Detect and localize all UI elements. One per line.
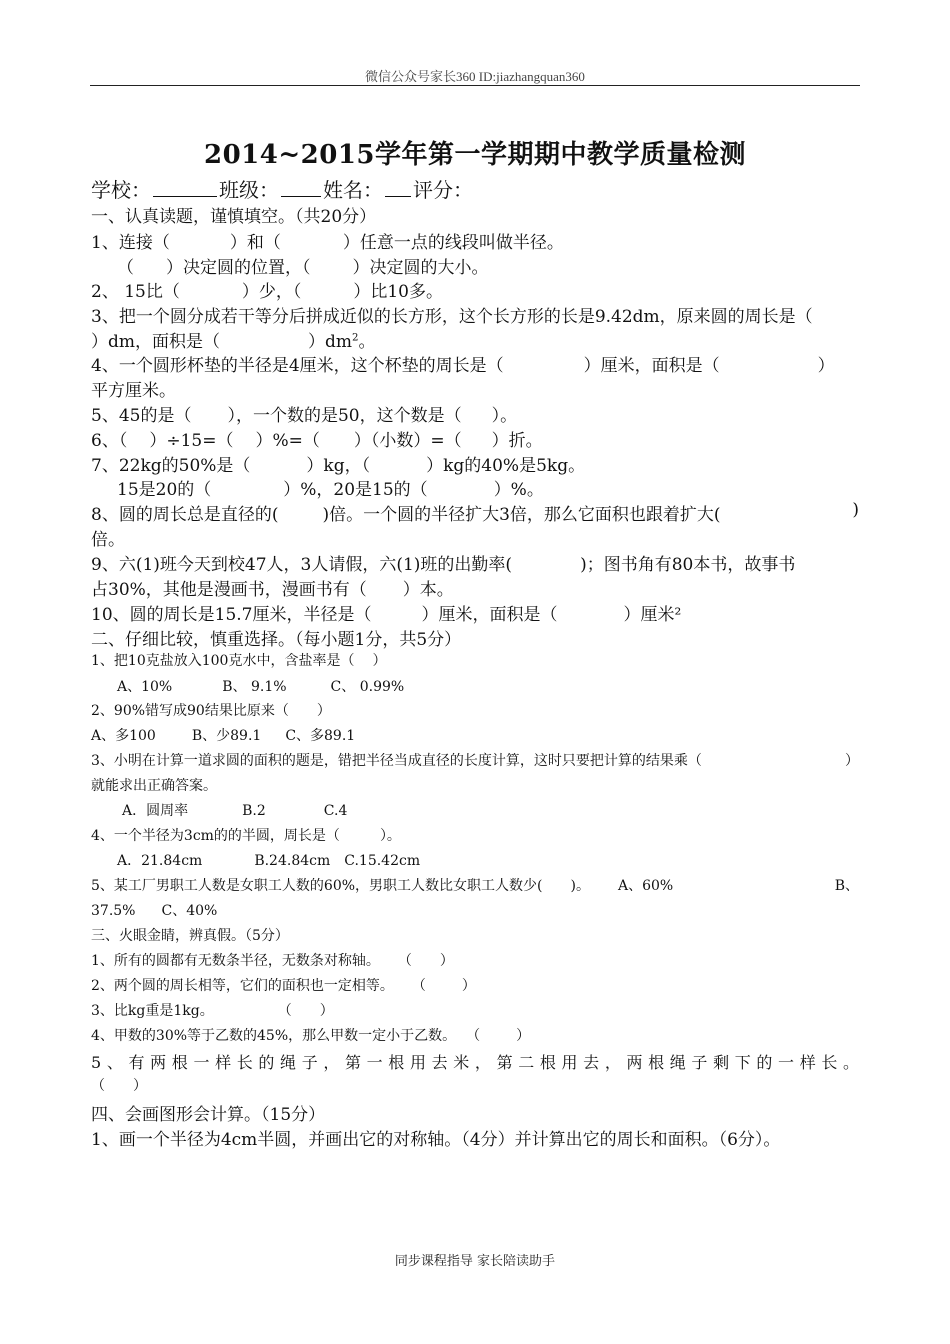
s2-question-3-cont: 就能求出正确答案。: [91, 778, 217, 794]
header-rule: [90, 85, 860, 86]
page-footer: 同步课程指导 家长陪读助手: [394, 1254, 556, 1269]
s1-question-3: 3、把一个圆分成若干等分后拼成近似的长方形，这个长方形的长是9.42dm，原来圆的周长是（: [91, 307, 813, 327]
school-label: 学校：: [91, 178, 151, 202]
s1-question-4-cont: 平方厘米。: [91, 381, 176, 401]
s1-question-10: 10、圆的周长是15.7厘米，半径是（ ）厘米，面积是（ ）厘米²: [91, 605, 682, 625]
name-label: 姓名：: [323, 178, 383, 202]
s1-question-4: 4、一个圆形杯垫的半径是4厘米，这个杯垫的周长是（ ）厘米，面积是（ ）: [91, 356, 835, 376]
section2-heading: 二、仔细比较，慎重选择。（每小题1分，共5分）: [91, 630, 462, 650]
s2-question-4: 4、一个半径为3cm的的半圆，周长是（ ）。: [91, 828, 401, 844]
s3-question-1: 1、所有的圆都有无数条半径，无数条对称轴。 （ ）: [91, 953, 454, 969]
section4-heading: 四、会画图形会计算。（15分）: [91, 1105, 326, 1125]
s2-question-2: 2、90%错写成90结果比原来（ ）: [91, 703, 331, 719]
s2-question-4-options: A．21.84cm B.24.84cm C.15.42cm: [117, 853, 421, 869]
score-label: 评分：: [413, 178, 473, 202]
s1-question-2: 2、 15比（ ）少，（ ）比10多。: [91, 282, 443, 302]
page-header: 微信公众号家长360 ID:jiazhangquan360: [365, 69, 585, 84]
s2-question-1: 1、把10克盐放入100克水中，含盐率是（ ）: [91, 653, 387, 669]
s1-question-9: 9、六(1)班今天到校47人，3人请假，六(1)班的出勤率( )；图书角有80本书，故事书: [91, 555, 796, 575]
s3-question-5-cont: （ ）: [91, 1078, 147, 1094]
name-blank[interactable]: [385, 176, 411, 197]
s2-question-3-options: A．圆周率 B.2 C.4: [122, 803, 348, 819]
s1-question-8: 8、圆的周长总是直径的( )倍。一个圆的半径扩大3倍，那么它面积也跟着扩大( ): [91, 500, 859, 525]
s1-question-3-cont: ）dm，面积是（ ）$dm^2$。: [91, 332, 376, 352]
class-blank[interactable]: [281, 176, 321, 197]
section3-heading: 三、火眼金睛，辨真假。（5分）: [91, 928, 289, 944]
s1-question-7: 7、22kg的50%是（ ）kg，（ ）kg的40%是5kg。: [91, 456, 586, 476]
page-title: 2014~2015学年第一学期期中教学质量检测: [203, 140, 746, 170]
s4-question-1: 1、画一个半径为4cm半圆，并画出它的对称轴。（4分）并计算出它的周长和面积。（6分）。: [91, 1130, 781, 1150]
s3-question-2: 2、两个圆的周长相等，它们的面积也一定相等。 （ ）: [91, 978, 476, 994]
s2-question-5-cont: 37.5% C、40%: [91, 903, 218, 919]
s1-question-5: 5、45的是（ ），一个数的是50，这个数是（ ）。: [91, 406, 518, 426]
s1-question-7-cont: 15是20的（ ）%，20是15的（ ）%。: [117, 480, 544, 500]
student-info-line: [91, 174, 473, 203]
school-blank[interactable]: [153, 176, 217, 197]
s3-question-5: 5、有两根一样长的绳子，第一根用去米，第二根用去，两根绳子剩下的一样长。: [91, 1053, 859, 1072]
s1-question-9-cont: 占30%，其他是漫画书，漫画书有（ ）本。: [91, 580, 454, 600]
section1-heading: 一、认真读题，谨慎填空。（共20分）: [91, 207, 377, 227]
s1-question-1: 1、连接（ ）和（ ）任意一点的线段叫做半径。: [91, 233, 564, 253]
s2-question-5: 5、某工厂男职工人数是女职工人数的60%，男职工人数比女职工人数少( )。 A、60% B、: [91, 878, 859, 894]
s2-question-2-options: A、多100 B、少89.1 C、多89.1: [91, 728, 356, 744]
s2-question-1-options: A、10% B、 9.1% C、 0.99%: [117, 679, 405, 695]
s1-question-1-cont: （ ）决定圆的位置，（ ）决定圆的大小。: [117, 258, 489, 278]
s1-question-6: 6、（ ）÷15=（ ）%=（ ）（小数）=（ ）折。: [91, 431, 543, 451]
s1-question-8-cont: 倍。: [91, 530, 125, 550]
s3-question-3: 3、比kg重是1kg。 （ ）: [91, 1003, 334, 1019]
class-label: 班级：: [219, 178, 279, 202]
s3-question-4: 4、甲数的30%等于乙数的45%，那么甲数一定小于乙数。 （ ）: [91, 1028, 531, 1044]
s2-question-3: 3、小明在计算一道求圆的面积的题是，错把半径当成直径的长度计算，这时只要把计算的结果乘（ ）: [91, 753, 859, 769]
